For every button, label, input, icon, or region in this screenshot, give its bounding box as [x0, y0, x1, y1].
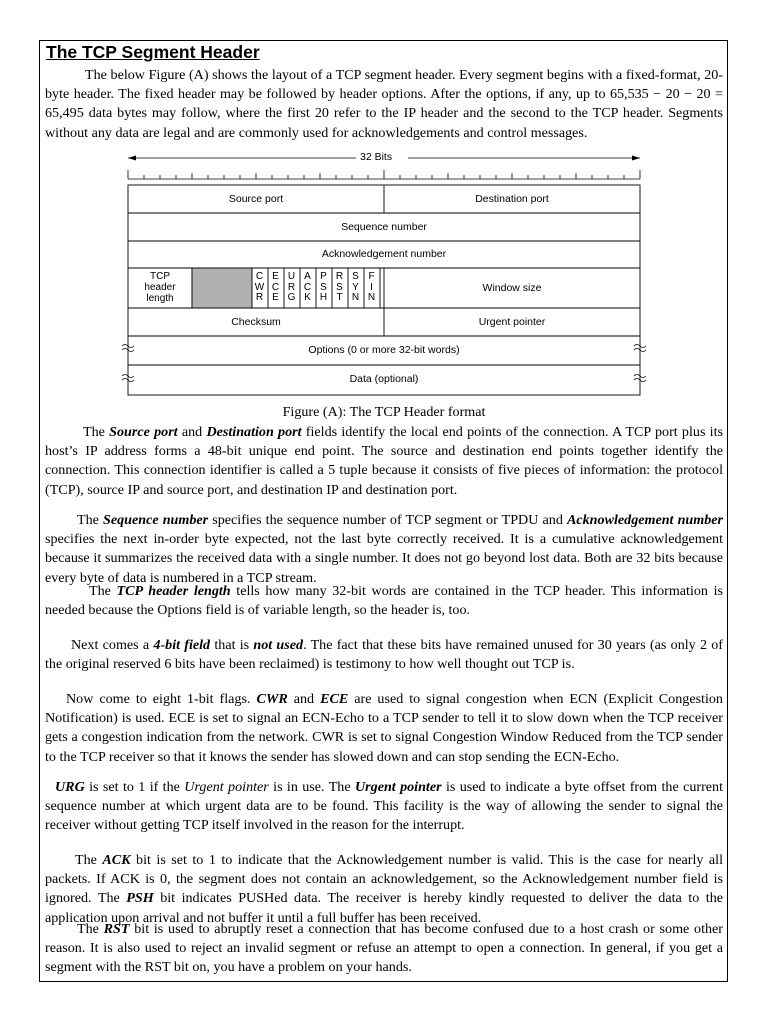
header-length-cell: TCP header length — [144, 271, 176, 304]
flag-syn: S Y N — [351, 271, 360, 304]
ack-psh-paragraph: The ACK bit is set to 1 to indicate that the Acknowledgement number is valid. This is the case for nearly all packets. If ACK is 0, the segment does not contain an acknowledgement, so the Acknowledgement number field is ignored. The PSH bit indicates PUSHed data. The receiver is hereby kindly requested to deliver the data to the application upon arrival and not buffer it until a full buffer has been received. — [45, 852, 724, 926]
destination-port-cell: Destination port — [475, 193, 549, 205]
flag-rst: R S T — [335, 271, 344, 304]
sequence-paragraph: The Sequence number specifies the sequence number of TCP segment or TPDU and Acknowledgement number specifies the next in-order byte expected, not the last byte correctly received. It is a cumulative acknowledgement because it summarizes the received data with a single number. It does not go beyond lost data. Both are 32 bits because every byte of data is numbered in a TCP stream. — [45, 512, 723, 586]
checksum-cell: Checksum — [231, 316, 281, 328]
header-length-paragraph: The TCP header length tells how many 32-bit words are contained in the TCP header. This information is needed because the Options field is of variable length, so the header is, too. — [45, 583, 723, 619]
ack-number-cell: Acknowledgement number — [321, 248, 447, 260]
flag-cwr: C W R — [254, 271, 265, 304]
reserved-paragraph: Next comes a 4-bit field that is not used. The fact that these bits have remained unused for 30 years (as only 2 of the original reserved 6 bits have been reclaimed) is testimony to how well thought out TCP is. — [45, 637, 723, 673]
reserved-bits-cell — [192, 268, 252, 308]
source-port-cell: Source port — [228, 193, 284, 205]
flag-ece: E C E — [271, 271, 280, 304]
figure-drawing — [120, 150, 650, 400]
data-cell: Data (optional) — [349, 373, 419, 385]
flag-ack: A C K — [303, 271, 312, 304]
options-cell: Options (0 or more 32-bit words) — [308, 344, 460, 356]
figure-caption: Figure (A): The TCP Header format — [282, 404, 486, 420]
ports-paragraph: The Source port and Destination port fields identify the local end points of the connection. A TCP port plus its host’s IP address forms a 48-bit unique end point. The source and destination end points together identify the connection. This connection identifier is called a 5 tuple because it consists of five pieces of information: the protocol (TCP), source IP and source port, and destination IP and destination port. — [45, 424, 723, 498]
flags-paragraph: Now come to eight 1-bit flags. CWR and ECE are used to signal congestion when ECN (Explicit Congestion Notification) is used. ECE is set to signal an ECN-Echo to a TCP sender to tell it to slow down when the TCP receiver gets a congestion indication from the network. CWR is set to signal Congestion Window Reduced from the TCP sender to the TCP receiver so that it knows the sender has slowed down and can stop sending the ECN-Echo. — [45, 691, 723, 765]
bits-label: 32 Bits — [357, 151, 395, 163]
urgent-pointer-cell: Urgent pointer — [478, 316, 546, 328]
flag-fin: F I N — [367, 271, 376, 304]
sequence-number-cell: Sequence number — [341, 221, 427, 233]
document-title: The TCP Segment Header — [46, 42, 260, 62]
rst-paragraph: The RST bit is used to abruptly reset a connection that has become confused due to a host crash or some other reason. It is also used to reject an invalid segment or refuse an attempt to open a connection. In general, if you get a segment with the RST bit on, you have a problem on your hands. — [45, 921, 723, 976]
flag-urg: U R G — [287, 271, 296, 304]
window-size-cell: Window size — [482, 282, 542, 294]
tcp-header-figure — [120, 150, 650, 400]
intro-paragraph: The below Figure (A) shows the layout of a TCP segment header. Every segment begins with a fixed-format, 20-byte header. The fixed header may be followed by header options. After the options, if any, up to 65,535 − 20 − 20 = 65,495 data bytes may follow, where the first 20 refer to the IP header and the second to the TCP header. Segments without any data are legal and are commonly used for acknowledgements and control messages. — [45, 67, 723, 141]
flag-psh: P S H — [319, 271, 328, 304]
urgent-paragraph: URG is set to 1 if the Urgent pointer is in use. The Urgent pointer is used to indicate a byte offset from the current sequence number at which urgent data are to be found. This facility is the way of allowing the sender to signal the receiver without getting TCP itself involved in the reason for the interrupt. — [45, 779, 724, 834]
